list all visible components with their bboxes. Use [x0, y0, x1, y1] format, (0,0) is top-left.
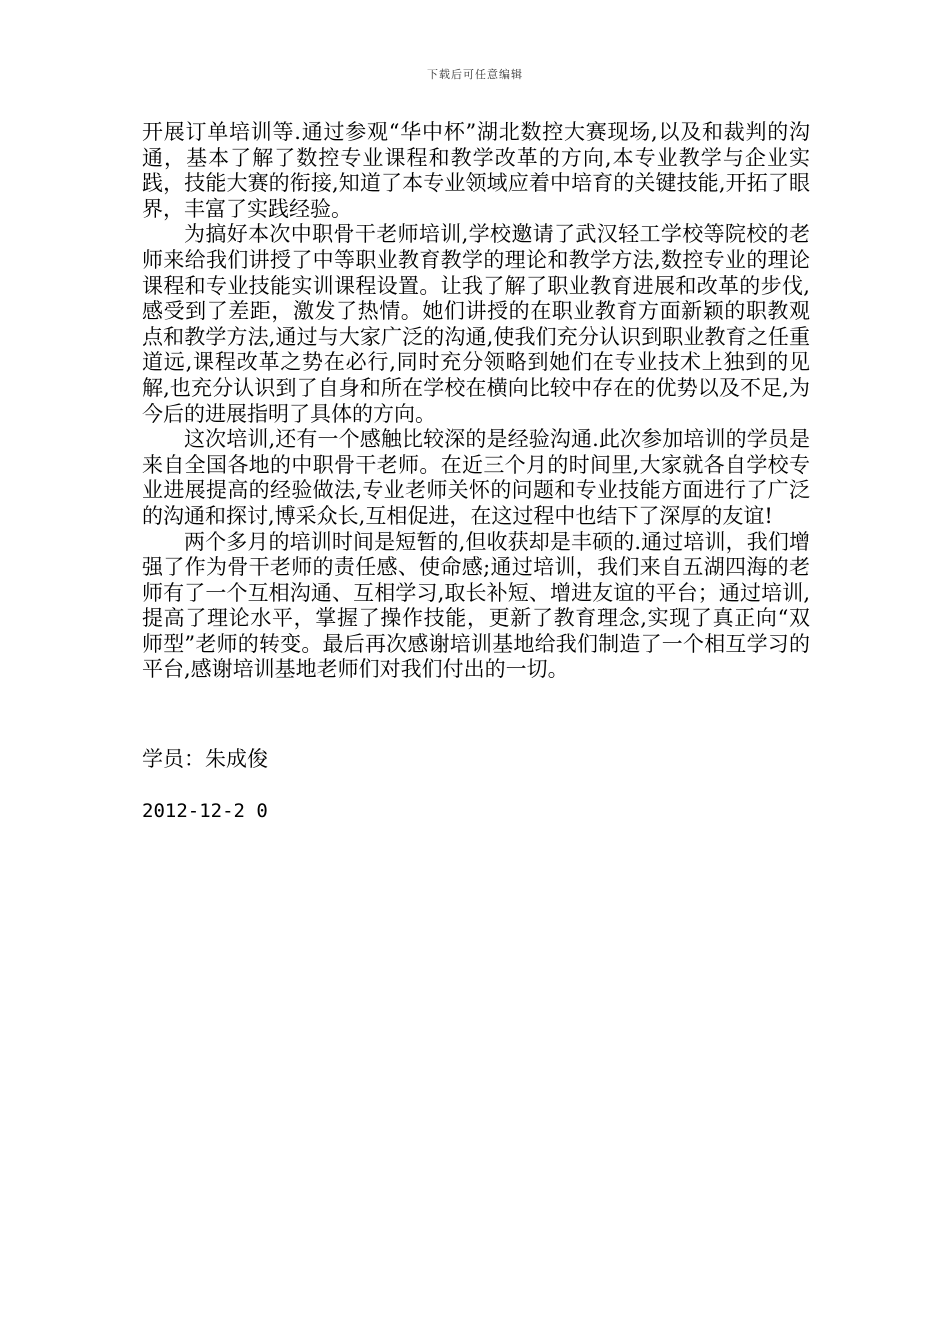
paragraph-1: 开展订单培训等.通过参观“华中杯”湖北数控大赛现场,以及和裁判的沟通，基本了解了数控专业课程和教学改革的方向,本专业教学与企业实践，技能大赛的衔接,知道了本专业领域应着中培育的关键技能,开拓了眼界，丰富了实践经验。: [142, 120, 810, 221]
date: 2012-12-2 0: [142, 800, 268, 822]
header-note: 下载后可任意编辑: [427, 68, 523, 81]
signature: 学员：朱成俊: [142, 747, 268, 771]
paragraph-2: 为搞好本次中职骨干老师培训,学校邀请了武汉轻工学校等院校的老师来给我们讲授了中等职业教育教学的理论和教学方法,数控专业的理论课程和专业技能实训课程设置。让我了解了职业教育进展和改革的步伐,感受到了差距，激发了热情。她们讲授的在职业教育方面新颖的职教观点和教学方法,通过与大家广泛的沟通,使我们充分认识到职业教育之任重道远,课程改革之势在必行,同时充分领略到她们在专业技术上独到的见解,也充分认识到了自身和所在学校在横向比较中存在的优势以及不足,为今后的进展指明了具体的方向。: [142, 222, 810, 426]
paragraph-4: 两个多月的培训时间是短暂的,但收获却是丰硕的.通过培训，我们增强了作为骨干老师的责任感、使命感;通过培训，我们来自五湖四海的老师有了一个互相沟通、互相学习,取长补短、增进友谊的平台；通过培训,提高了理论水平，掌握了操作技能，更新了教育理念,实现了真正向“双师型”老师的转变。最后再次感谢培训基地给我们制造了一个相互学习的平台,感谢培训基地老师们对我们付出的一切。: [142, 529, 810, 682]
paragraph-3: 这次培训,还有一个感触比较深的是经验沟通.此次参加培训的学员是来自全国各地的中职骨干老师。在近三个月的时间里,大家就各自学校专业进展提高的经验做法,专业老师关怀的问题和专业技能方面进行了广泛的沟通和探讨,博采众长,互相促进，在这过程中也结下了深厚的友谊!: [142, 427, 810, 528]
document-body: [142, 120, 810, 683]
